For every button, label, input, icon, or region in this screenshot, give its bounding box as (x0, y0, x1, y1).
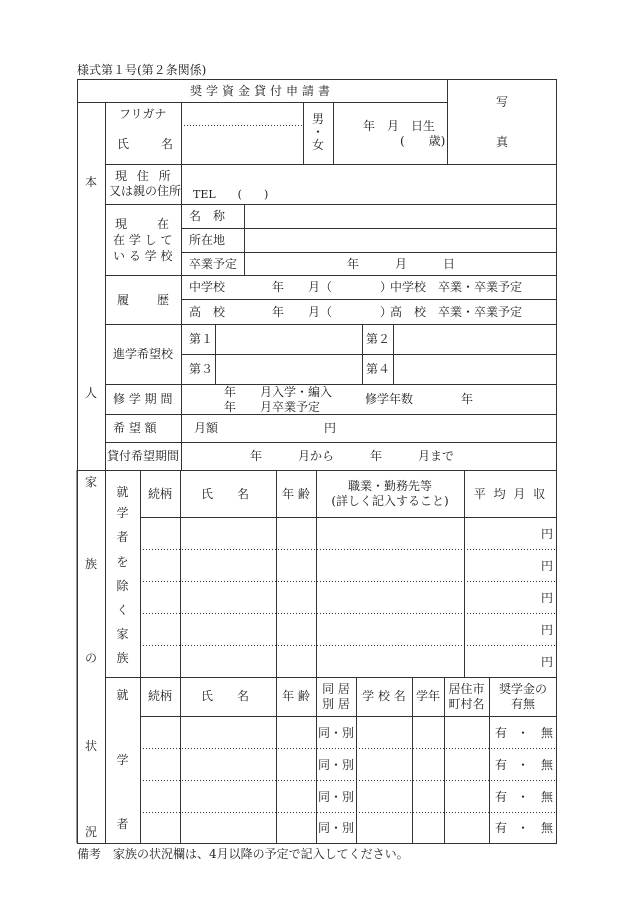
family-side-2: 族 (84, 557, 97, 571)
row1-none: 無 (541, 726, 554, 740)
tel-field: TEL ( ) (193, 188, 269, 201)
photo-label-bottom: 真 (495, 135, 508, 149)
row3-cohab: 同・別 (317, 790, 354, 804)
hdr2-scholarship-2: 有無 (510, 697, 535, 711)
desired-amount-label: 希 望 額 (113, 421, 157, 435)
excl-char-8: 族 (116, 651, 129, 665)
row2-none: 無 (541, 758, 554, 772)
hdr2-age: 年 齢 (282, 689, 310, 703)
form-title: 奨学資金貸付申請書 (189, 84, 334, 98)
current-school-label-1: 現 在 (115, 217, 172, 231)
row2-has: 有 (495, 758, 508, 772)
study-years: 修学年数 年 (365, 392, 474, 406)
hdr2-municipality-1: 居住市 (448, 682, 485, 696)
admission-line: 年 月入学・編入 (224, 385, 333, 399)
self-side-top: 本 (84, 175, 97, 189)
row4-cohab: 同・別 (317, 821, 354, 835)
row1-dot: ・ (517, 726, 530, 740)
hs-date: 年 月（ ） (272, 305, 393, 319)
age-field: ( 歳) (400, 134, 446, 148)
row4-none: 無 (541, 821, 554, 835)
self-side-bottom: 人 (84, 386, 97, 400)
row2-dot: ・ (517, 758, 530, 772)
hdr-occupation-2: (詳しく記入すること) (331, 494, 449, 508)
hdr2-school: 学 校 名 (362, 689, 406, 703)
loan-period: 年 月から 年 月まで (250, 449, 455, 463)
form-number: 様式第１号(第２条関係) (77, 63, 207, 77)
choice-3: 第３ (189, 362, 214, 376)
family-side-5: 況 (84, 825, 97, 839)
jhs-label: 中学校 (189, 280, 226, 294)
excl-char-4: を (116, 555, 129, 569)
desired-school-label: 進学希望校 (113, 347, 174, 361)
family-side-1: 家 (84, 475, 97, 489)
graduation-line: 年 月卒業予定 (224, 400, 321, 414)
hdr2-cohab-2: 別 居 (322, 697, 350, 711)
hdr-relation: 続柄 (147, 487, 172, 501)
student-char-2: 学 (116, 753, 129, 767)
jhs-date: 年 月（ ） (272, 280, 393, 294)
hs-label: 高 校 (189, 305, 226, 319)
address-label-1: 現 住 所 (115, 169, 174, 183)
photo-label-top: 写 (495, 95, 508, 109)
row2-cohab: 同・別 (317, 758, 354, 772)
gender-dot: ・ (311, 125, 324, 139)
family-side-3: の (84, 651, 97, 665)
excl-char-3: 者 (116, 530, 129, 544)
row1-has: 有 (495, 726, 508, 740)
hdr-name: 氏 名 (200, 487, 255, 501)
excl-char-1: 就 (116, 485, 129, 499)
row3-none: 無 (541, 790, 554, 804)
school-location-label: 所在地 (189, 233, 226, 247)
hs-status: 高 校 卒業・卒業予定 (390, 305, 523, 319)
hdr-age: 年 齢 (282, 487, 310, 501)
hdr2-cohab-1: 同 居 (322, 682, 350, 696)
graduation-date: 年 月 日 (347, 257, 456, 271)
row3-dot: ・ (517, 790, 530, 804)
hdr2-name: 氏 名 (200, 689, 255, 703)
income-yen-5: 円 (540, 655, 553, 669)
income-yen-1: 円 (540, 527, 553, 541)
family-side-4: 状 (84, 739, 97, 753)
row1-cohab: 同・別 (317, 726, 354, 740)
address-label-2: 又は親の住所 (109, 184, 182, 198)
hdr-income: 平 均 月 収 (473, 487, 548, 501)
hdr2-municipality-2: 町村名 (448, 697, 485, 711)
choice-2: 第２ (366, 332, 391, 346)
monthly-amount-label: 月額 (194, 421, 219, 435)
birth-date: 年 月 日生 (363, 119, 436, 133)
excl-char-7: 家 (116, 627, 129, 641)
name-label: 氏 名 (117, 137, 184, 151)
graduation-plan-label: 卒業予定 (189, 257, 238, 271)
excl-char-6: く (116, 603, 129, 617)
furigana-label: フリガナ (119, 107, 167, 121)
gender-female: 女 (311, 138, 324, 152)
loan-period-label: 貸付希望期間 (107, 449, 180, 463)
income-yen-3: 円 (540, 591, 553, 605)
row4-dot: ・ (517, 821, 530, 835)
jhs-status: 中学校 卒業・卒業予定 (390, 280, 523, 294)
school-name-label: 名 称 (189, 209, 226, 223)
income-yen-4: 円 (540, 623, 553, 637)
income-yen-2: 円 (540, 559, 553, 573)
excl-char-5: 除 (116, 579, 129, 593)
row3-has: 有 (495, 790, 508, 804)
hdr2-relation: 続柄 (147, 689, 172, 703)
student-char-1: 就 (116, 688, 129, 702)
current-school-label-2: 在 学 し て (113, 233, 173, 247)
gender-male: 男 (311, 112, 324, 126)
choice-1: 第１ (189, 332, 214, 346)
student-char-3: 者 (116, 817, 129, 831)
row4-has: 有 (495, 821, 508, 835)
hdr-occupation-1: 職業・勤務先等 (347, 479, 432, 493)
history-label: 履 歴 (117, 293, 178, 307)
study-period-label: 修 学 期 間 (113, 392, 173, 406)
choice-4: 第４ (366, 362, 391, 376)
footer-note: 備考 家族の状況欄は、4月以降の予定で記入してください。 (77, 847, 409, 861)
amount-yen: 円 (324, 421, 337, 435)
hdr2-scholarship-1: 奨学金の (498, 682, 547, 696)
hdr2-grade: 学年 (415, 689, 440, 703)
excl-char-2: 学 (116, 506, 129, 520)
current-school-label-3: い る 学 校 (113, 249, 173, 263)
